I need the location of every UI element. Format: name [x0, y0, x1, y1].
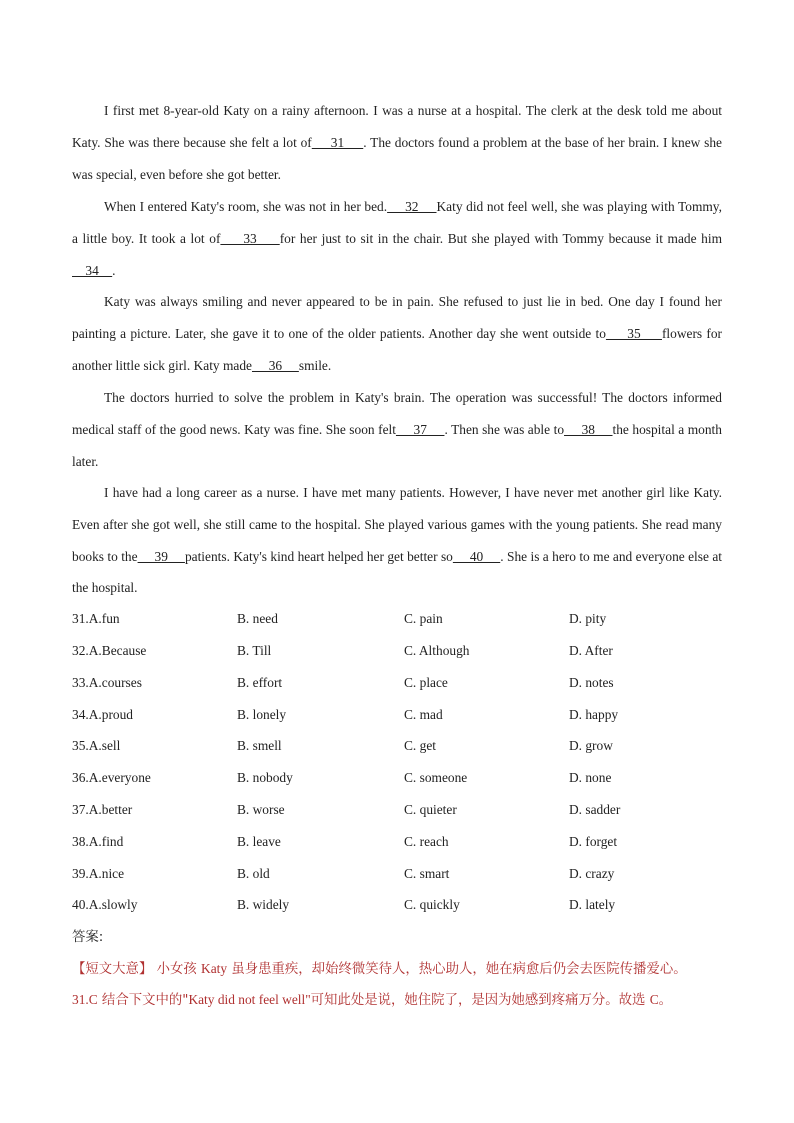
- option-b: B. Till: [237, 643, 272, 658]
- passage-paragraph-2: [72, 191, 722, 286]
- option-d: D. happy: [569, 707, 619, 722]
- option-row-40: [72, 895, 732, 915]
- summary-text: 虽身患重疾，却始终微笑待人，热心助人，她在病愈后仍会去医院传播爱心。: [227, 962, 687, 977]
- option-c: C. get: [404, 738, 436, 753]
- answer-31-choice: C: [649, 992, 659, 1007]
- passage-text: the hospital a month later.: [72, 421, 722, 469]
- option-d: D. crazy: [569, 866, 615, 881]
- option-d: D. After: [569, 643, 613, 658]
- blank-33: 33: [220, 230, 280, 246]
- passage-text: patients. Katy's kind heart helped her get better so: [184, 548, 453, 564]
- option-d: D. sadder: [569, 802, 621, 817]
- option-a: 34.A.proud: [72, 707, 133, 722]
- blank-34: 34: [72, 262, 113, 278]
- option-d: D. pity: [569, 611, 607, 626]
- option-b: B. leave: [237, 834, 281, 849]
- option-d: D. none: [569, 770, 612, 785]
- passage-paragraph-3: [72, 286, 722, 381]
- option-row-33: [72, 673, 732, 693]
- option-a: 31.A.fun: [72, 611, 120, 626]
- passage-text: . Then she was able to: [444, 421, 565, 437]
- answer-31-text: 可知此处是说，她住院了，是因为她感到疼痛万分。故选: [310, 993, 650, 1008]
- passage-text: . She is a hero to me and everyone else at the hospital.: [72, 548, 722, 596]
- passage-text: flowers for another little sick girl. Katy made: [72, 325, 723, 373]
- option-row-37: [72, 800, 732, 820]
- option-b: B. smell: [237, 738, 282, 753]
- summary-text: 小女孩: [152, 962, 202, 977]
- option-d: D. forget: [569, 834, 618, 849]
- option-row-31: [72, 609, 732, 629]
- option-d: D. notes: [569, 675, 614, 690]
- answer-31-line: [72, 990, 742, 1011]
- option-row-39: [72, 864, 732, 884]
- passage-text: . The doctors found a problem at the base of her brain. I knew she was special, even before she got better.: [72, 134, 722, 182]
- summary-label: 【短文大意】: [72, 962, 153, 977]
- option-c: C. smart: [404, 866, 450, 881]
- passage-text: The doctors hurried to solve the problem in Katy's brain. The operation was successful! The doctors informed medical staff of the good news. Katy was fine. She soon felt: [72, 390, 722, 437]
- summary-name: Katy: [201, 961, 228, 976]
- option-c: C. pain: [404, 611, 443, 626]
- passage-text: .: [112, 262, 116, 278]
- option-a: 37.A.better: [72, 802, 133, 817]
- option-a: 40.A.slowly: [72, 897, 138, 912]
- option-c: C. someone: [404, 770, 468, 785]
- blank-38: 38: [564, 421, 613, 437]
- option-row-38: [72, 832, 732, 852]
- blank-40: 40: [452, 548, 501, 564]
- option-c: C. quickly: [404, 897, 460, 912]
- summary-line: [72, 959, 742, 980]
- passage-paragraph-1: [72, 95, 722, 190]
- option-row-32: [72, 641, 732, 661]
- option-b: B. widely: [237, 897, 290, 912]
- option-d: D. lately: [569, 897, 616, 912]
- blank-36: 36: [251, 357, 299, 373]
- option-a: 38.A.find: [72, 834, 124, 849]
- option-b: B. nobody: [237, 770, 293, 785]
- answer-heading: 答案:: [72, 930, 104, 945]
- option-c: C. place: [404, 675, 448, 690]
- blank-35: 35: [605, 325, 662, 341]
- option-a: 39.A.nice: [72, 866, 125, 881]
- option-a: 35.A.sell: [72, 738, 121, 753]
- option-b: B. need: [237, 611, 278, 626]
- option-b: B. lonely: [237, 707, 287, 722]
- option-b: B. old: [237, 866, 270, 881]
- answer-31-end: 。: [658, 993, 673, 1008]
- option-a: 33.A.courses: [72, 675, 142, 690]
- answer-31-text: 结合下文中的": [97, 993, 189, 1008]
- blank-39: 39: [137, 548, 185, 564]
- passage-text: for her just to sit in the chair. But she played with Tommy because it made him: [279, 230, 722, 246]
- blank-37: 37: [395, 421, 445, 437]
- option-d: D. grow: [569, 738, 613, 753]
- option-c: C. Although: [404, 643, 470, 658]
- passage-text: Katy did not feel well, she was playing with Tommy, a little boy. It took a lot of: [72, 199, 722, 246]
- option-row-36: [72, 768, 732, 788]
- option-a: 36.A.everyone: [72, 770, 151, 785]
- option-a: 32.A.Because: [72, 643, 147, 658]
- passage-text: Katy was always smiling and never appeared to be in pain. She refused to just lie in bed. One day I found her painting a picture. Later, she gave it to one of the older patients. Another day she went outside to: [72, 294, 722, 341]
- option-row-34: [72, 705, 732, 725]
- blank-32: 32: [387, 199, 437, 214]
- answer-31-quote: Katy did not feel well": [188, 992, 311, 1007]
- option-b: B. worse: [237, 802, 285, 817]
- passage-text: smile.: [298, 357, 332, 373]
- option-b: B. effort: [237, 675, 283, 690]
- option-c: C. quieter: [404, 802, 457, 817]
- passage-text: When I entered Katy's room, she was not in her bed.: [104, 199, 388, 214]
- option-c: C. mad: [404, 707, 443, 722]
- blank-31: 31: [311, 134, 364, 150]
- answer-31-number: 31.C: [72, 992, 98, 1007]
- passage-paragraph-5: [72, 477, 722, 604]
- option-row-35: [72, 736, 732, 756]
- passage-text: I have had a long career as a nurse. I have met many patients. However, I have never met another girl like Katy. Even after she got well, she still came to the hospital. She played various games with the young patients. She read many books to the: [72, 485, 722, 564]
- passage-text: I first met 8-year-old Katy on a rainy afternoon. I was a nurse at a hospital. The clerk at the desk told me about Katy. She was there because she felt a lot of: [72, 103, 722, 150]
- passage-paragraph-4: [72, 382, 722, 477]
- option-c: C. reach: [404, 834, 449, 849]
